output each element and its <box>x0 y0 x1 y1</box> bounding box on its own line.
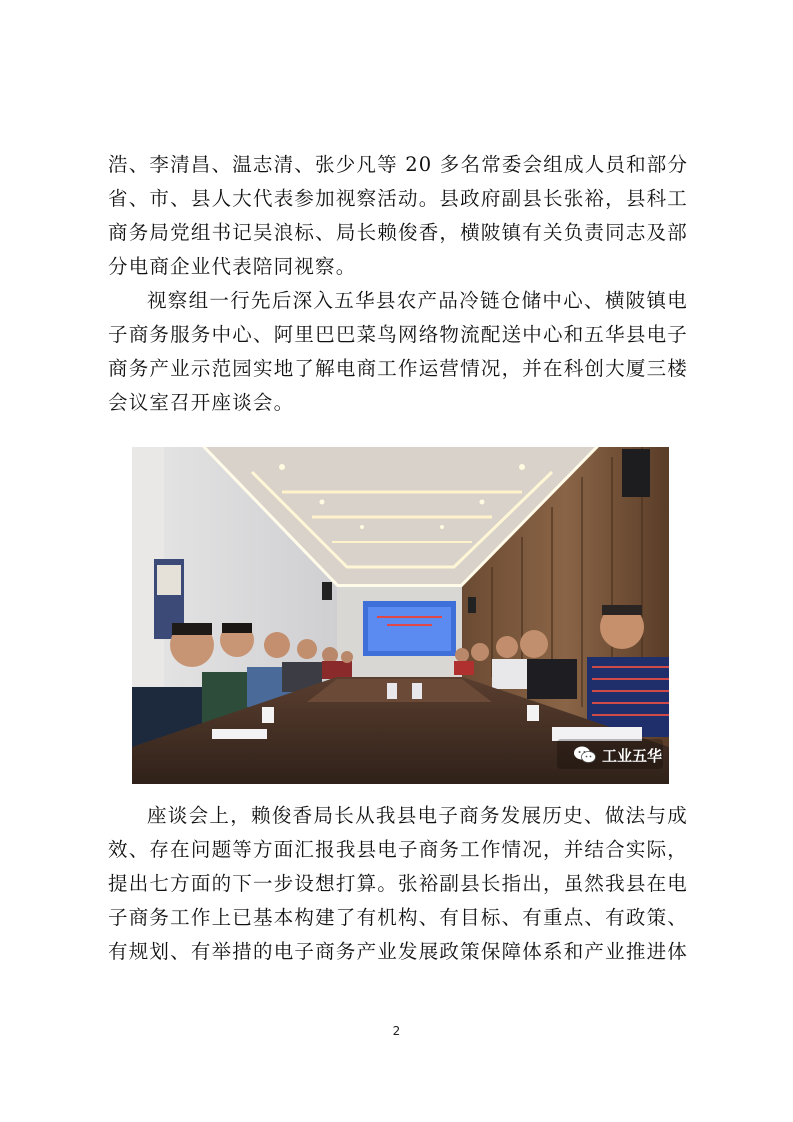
watermark <box>574 744 662 766</box>
body-text-top <box>108 148 688 420</box>
wechat-icon <box>574 746 596 764</box>
text-line: 视察组一行先后深入五华县农产品冷链仓储中心、横陂镇电 <box>147 289 688 312</box>
text-line: 提出七方面的下一步设想打算。张裕副县长指出，虽然我县在电 <box>108 872 688 895</box>
text-line: 会议室召开座谈会。 <box>108 391 295 414</box>
text-line: 座谈会上，赖俊香局长从我县电子商务发展历史、做法与成 <box>147 804 688 827</box>
paragraph-symposium <box>108 799 688 969</box>
text-line: 效、存在问题等方面汇报我县电子商务工作情况，并结合实际， <box>108 838 688 861</box>
paragraph-continued <box>108 148 688 284</box>
text-line: 分电商企业代表陪同视察。 <box>108 255 357 278</box>
paragraph-inspection <box>108 284 688 420</box>
page-number: 2 <box>392 1024 401 1038</box>
text-line: 浩、李清昌、温志清、张少凡等 20 多名常委会组成人员和部分 <box>108 153 689 176</box>
body-text-bottom <box>108 799 688 969</box>
text-line: 商务局党组书记吴浪标、局长赖俊香，横陂镇有关负责同志及部 <box>108 221 688 244</box>
text-line: 子商务服务中心、阿里巴巴菜鸟网络物流配送中心和五华县电子 <box>108 323 688 346</box>
text-line: 商务产业示范园实地了解电商工作运营情况，并在科创大厦三楼 <box>108 357 688 380</box>
meeting-photo-illustration <box>132 447 669 784</box>
watermark-text: 工业五华 <box>602 746 663 765</box>
meeting-photo <box>132 447 669 784</box>
text-line: 有规划、有举措的电子商务产业发展政策保障体系和产业推进体 <box>108 940 688 963</box>
text-line: 子商务工作上已基本构建了有机构、有目标、有重点、有政策、 <box>108 906 688 929</box>
text-line: 省、市、县人大代表参加视察活动。县政府副县长张裕，县科工 <box>108 187 688 210</box>
